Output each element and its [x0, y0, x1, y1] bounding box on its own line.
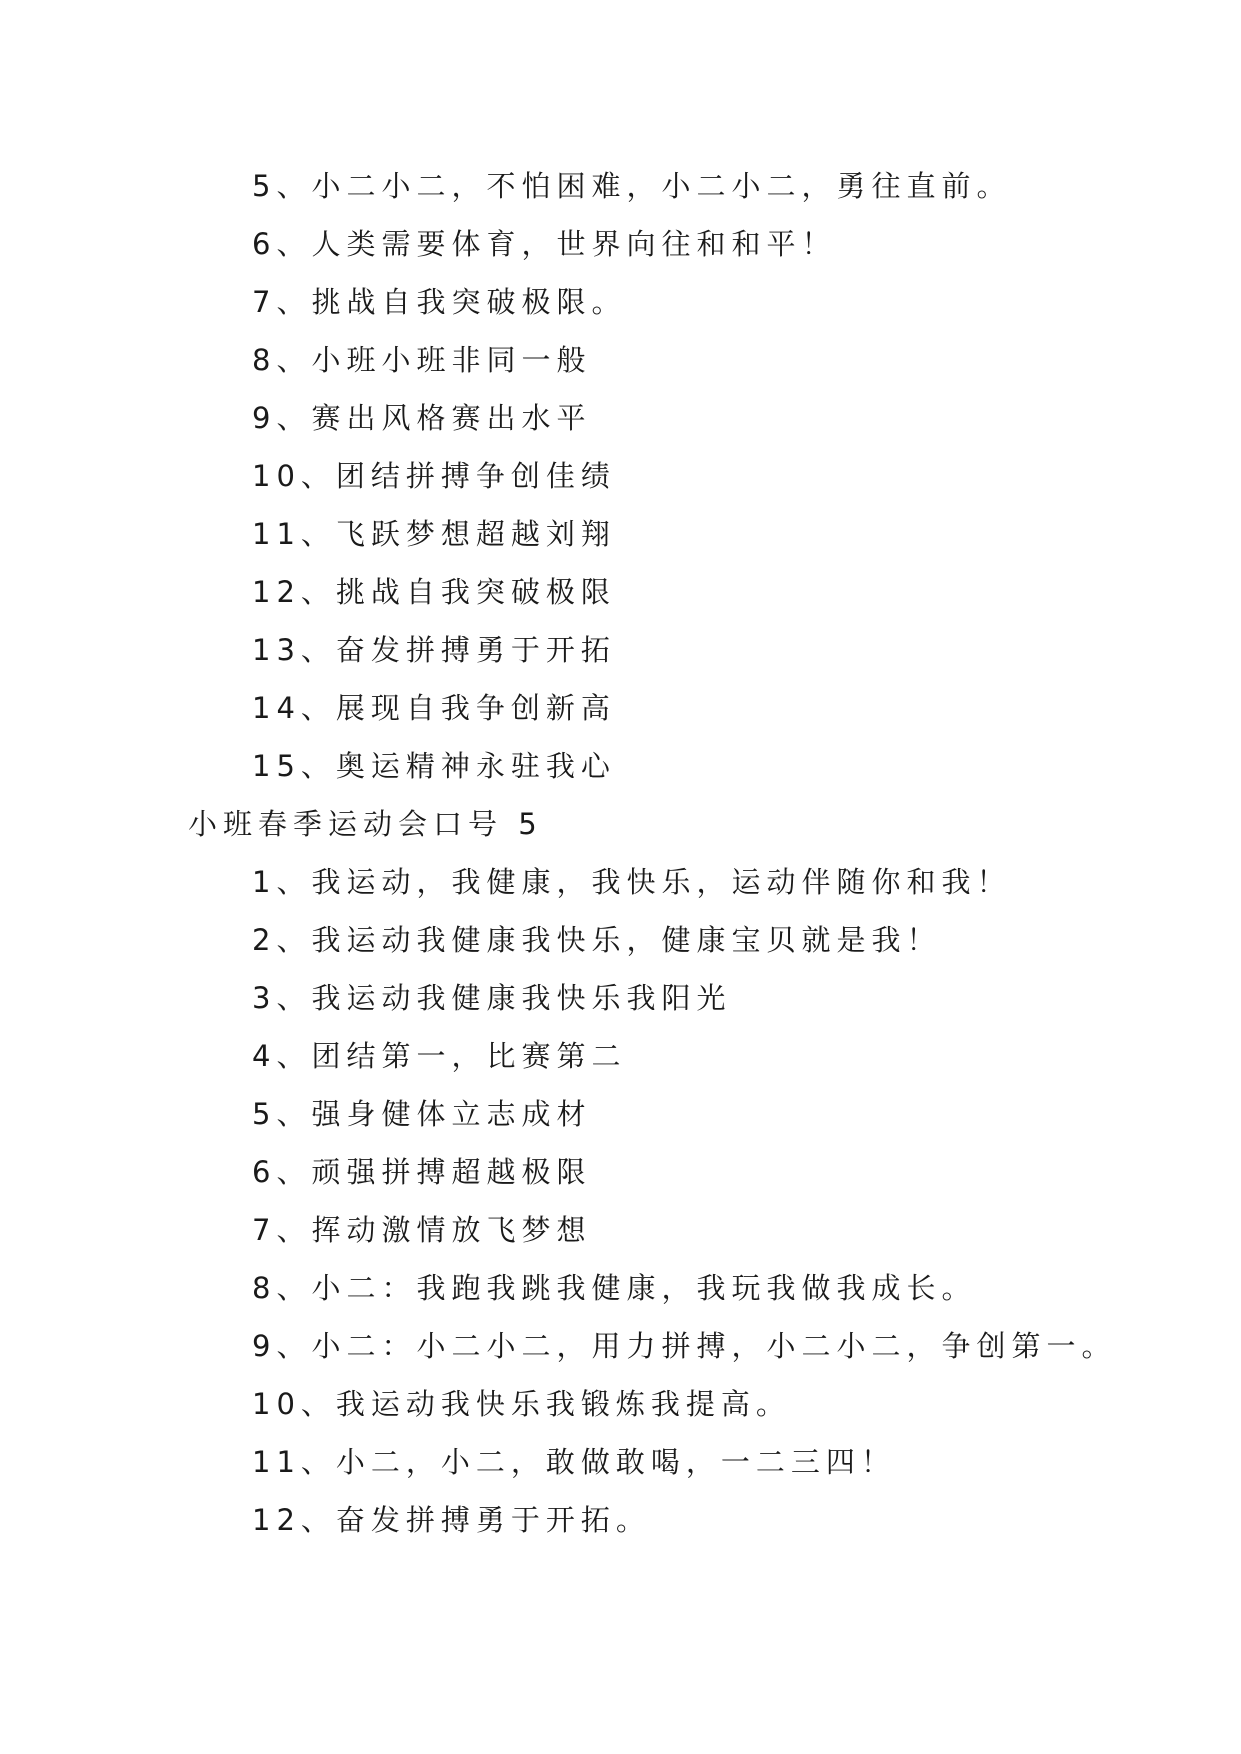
- list-item: 5、强身健体立志成材: [252, 1097, 592, 1131]
- list-item: 4、团结第一，比赛第二: [252, 1039, 627, 1073]
- list-item: 7、挥动激情放飞梦想: [252, 1213, 592, 1247]
- section-heading: 小班春季运动会口号 5: [188, 807, 543, 841]
- list-item: 10、我运动我快乐我锻炼我提高。: [252, 1387, 791, 1421]
- list-item: 2、我运动我健康我快乐，健康宝贝就是我！: [252, 923, 942, 957]
- list-item: 8、小班小班非同一般: [252, 343, 592, 377]
- list-item: 12、挑战自我突破极限: [252, 575, 616, 609]
- list-item: 12、奋发拼搏勇于开拓。: [252, 1503, 651, 1537]
- list-item: 13、奋发拼搏勇于开拓: [252, 633, 616, 667]
- list-item: 9、小二：小二小二，用力拼搏，小二小二，争创第一。: [252, 1329, 1117, 1363]
- list-item: 7、挑战自我突破极限。: [252, 285, 627, 319]
- list-item: 6、顽强拼搏超越极限: [252, 1155, 592, 1189]
- list-item: 11、小二，小二，敢做敢喝，一二三四！: [252, 1445, 896, 1479]
- list-item: 9、赛出风格赛出水平: [252, 401, 592, 435]
- list-item: 8、小二：我跑我跳我健康，我玩我做我成长。: [252, 1271, 977, 1305]
- list-item: 15、奥运精神永驻我心: [252, 749, 616, 783]
- list-item: 6、人类需要体育，世界向往和和平！: [252, 227, 837, 261]
- list-item: 10、团结拼搏争创佳绩: [252, 459, 616, 493]
- list-item: 11、飞跃梦想超越刘翔: [252, 517, 616, 551]
- list-item: 1、我运动，我健康，我快乐，运动伴随你和我！: [252, 865, 1012, 899]
- list-item: 5、小二小二，不怕困难，小二小二，勇往直前。: [252, 169, 1012, 203]
- list-item: 14、展现自我争创新高: [252, 691, 616, 725]
- list-item: 3、我运动我健康我快乐我阳光: [252, 981, 732, 1015]
